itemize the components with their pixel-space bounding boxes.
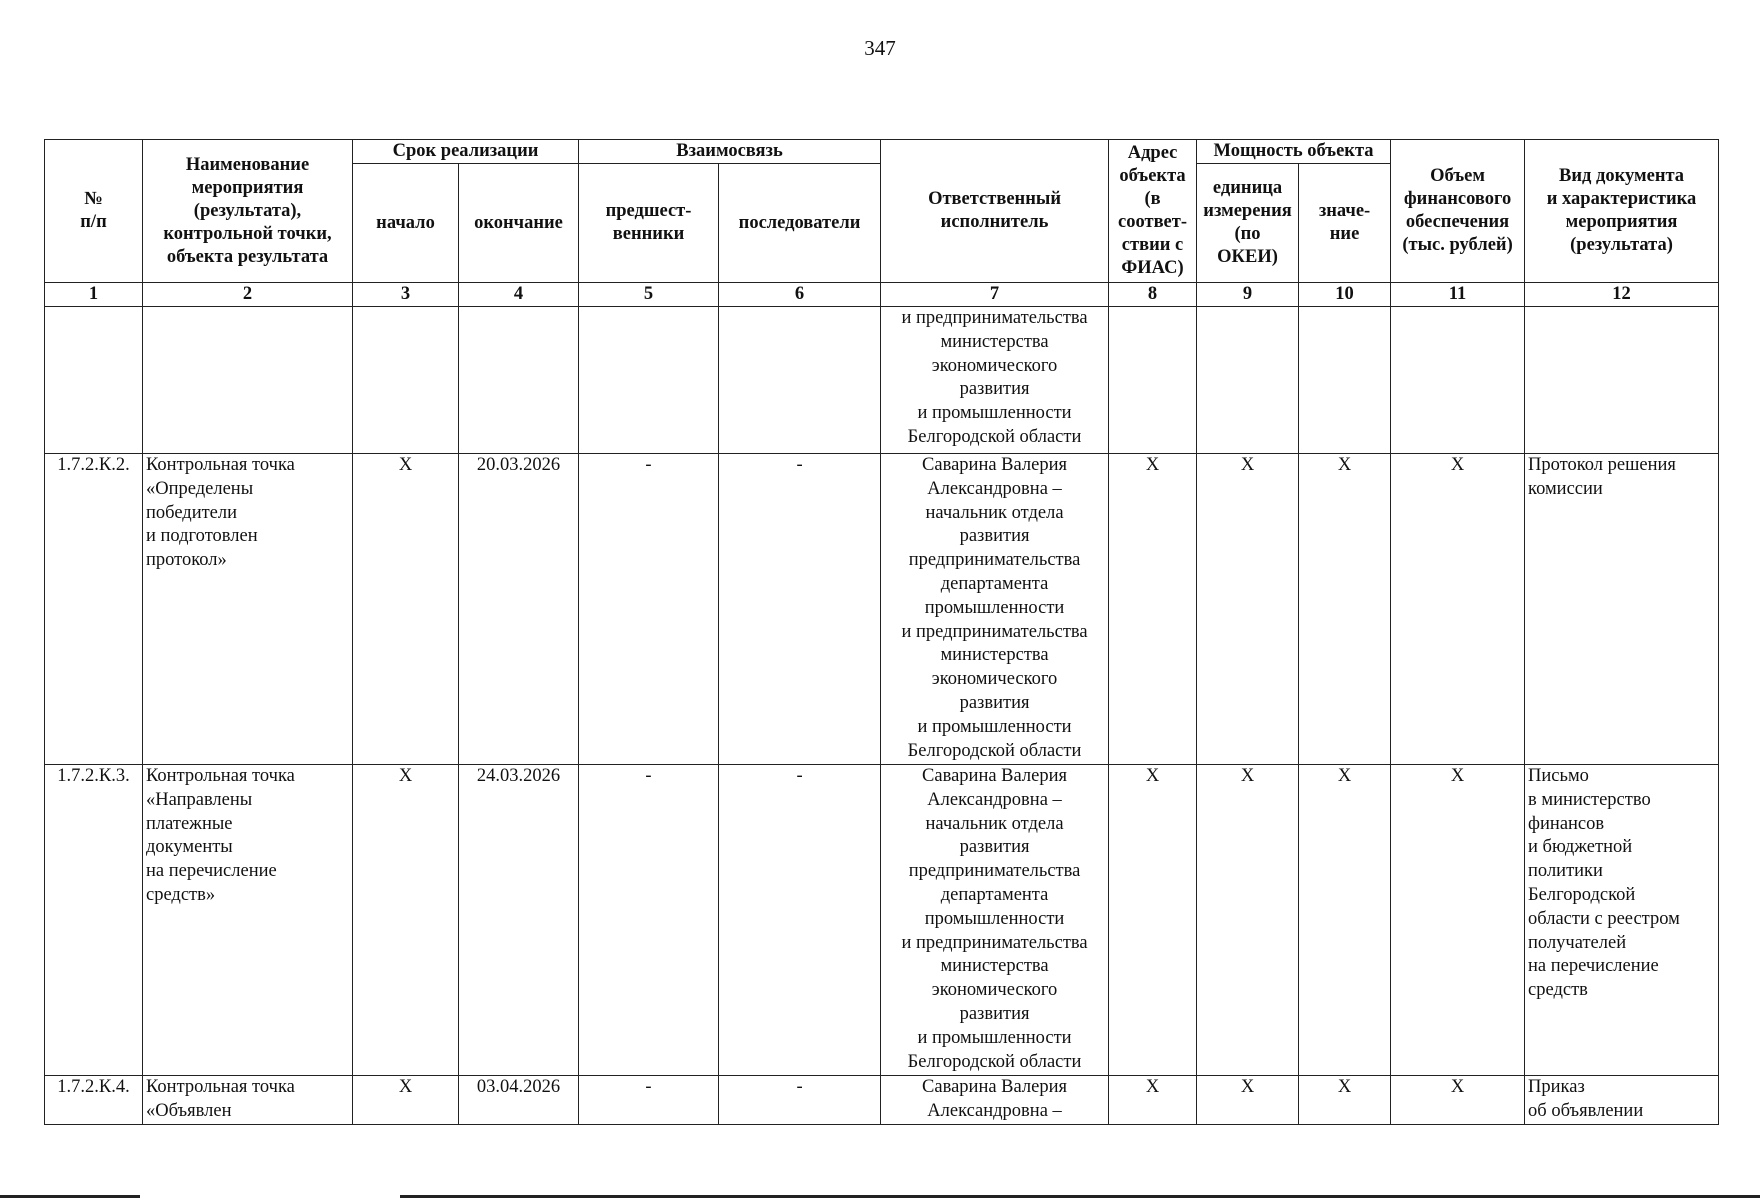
bottom-rule-right [400, 1195, 1760, 1198]
header-successors: последователи [719, 164, 881, 283]
cell-responsible: Саварина Валерия Александровна – начальник отдела развития предпринимательства департамента промышленности и предпринимательства министерства экономического развития и промышленности Белгородской области [881, 765, 1109, 1076]
cell-finance: X [1391, 454, 1525, 765]
cell-predecessors: - [579, 765, 719, 1076]
header-document: Вид документа и характеристика мероприятия (результата) [1525, 140, 1719, 283]
col-number: 9 [1197, 283, 1299, 307]
header-address: Адрес объекта (в соответ- ствии с ФИАС) [1109, 140, 1197, 283]
cell-unit: X [1197, 765, 1299, 1076]
cell-address: X [1109, 1076, 1197, 1125]
cell-successors: - [719, 1076, 881, 1125]
plan-table [44, 139, 1719, 1125]
cell-document: Протокол решения комиссии [1525, 454, 1719, 765]
cell-responsible: Саварина Валерия Александровна – начальник отдела развития предпринимательства департамента промышленности и предпринимательства министерства экономического развития и промышленности Белгородской области [881, 454, 1109, 765]
cell-num: 1.7.2.К.4. [45, 1076, 143, 1125]
cell-empty [1109, 307, 1197, 454]
page-number: 347 [864, 36, 896, 60]
bottom-rule-left [0, 1195, 140, 1198]
header-end: окончание [459, 164, 579, 283]
cell-empty [353, 307, 459, 454]
cell-empty [1197, 307, 1299, 454]
cell-value: X [1299, 1076, 1391, 1125]
cell-name: Контрольная точка «Направлены платежные документы на перечисление средств» [143, 765, 353, 1076]
col-number: 4 [459, 283, 579, 307]
header-responsible: Ответственный исполнитель [881, 140, 1109, 283]
col-number: 12 [1525, 283, 1719, 307]
cell-value: X [1299, 454, 1391, 765]
cell-empty [719, 307, 881, 454]
header-predecessors: предшест- венники [579, 164, 719, 283]
cell-predecessors: - [579, 454, 719, 765]
cell-value: X [1299, 765, 1391, 1076]
cell-empty [45, 307, 143, 454]
col-number: 10 [1299, 283, 1391, 307]
header-power: Мощность объекта [1197, 140, 1391, 164]
cell-empty [459, 307, 579, 454]
cell-num: 1.7.2.К.2. [45, 454, 143, 765]
cell-start: X [353, 1076, 459, 1125]
cell-address: X [1109, 454, 1197, 765]
table-row [45, 765, 1719, 1076]
cell-end: 03.04.2026 [459, 1076, 579, 1125]
cell-start: X [353, 454, 459, 765]
cell-empty [1391, 307, 1525, 454]
cell-responsible: и предпринимательства министерства экономического развития и промышленности Белгородской области [881, 307, 1109, 454]
header-start: начало [353, 164, 459, 283]
col-number: 5 [579, 283, 719, 307]
header-term: Срок реализации [353, 140, 579, 164]
col-number: 8 [1109, 283, 1197, 307]
cell-start: X [353, 765, 459, 1076]
col-number: 3 [353, 283, 459, 307]
cell-end: 24.03.2026 [459, 765, 579, 1076]
col-number: 1 [45, 283, 143, 307]
cell-empty [1299, 307, 1391, 454]
cell-name: Контрольная точка «Определены победители и подготовлен протокол» [143, 454, 353, 765]
header-num: № п/п [45, 140, 143, 283]
col-number: 2 [143, 283, 353, 307]
cell-empty [1525, 307, 1719, 454]
cell-successors: - [719, 765, 881, 1076]
header-link: Взаимосвязь [579, 140, 881, 164]
header-value: значе- ние [1299, 164, 1391, 283]
cell-document: Приказ об объявлении [1525, 1076, 1719, 1125]
col-number: 6 [719, 283, 881, 307]
table-row [45, 454, 1719, 765]
header-name: Наименование мероприятия (результата), контрольной точки, объекта результата [143, 140, 353, 283]
col-number: 7 [881, 283, 1109, 307]
cell-document: Письмо в министерство финансов и бюджетной политики Белгородской области с реестром получателей на перечисление средств [1525, 765, 1719, 1076]
header-unit: единица измерения (по ОКЕИ) [1197, 164, 1299, 283]
table-row-continuation [45, 307, 1719, 454]
cell-unit: X [1197, 454, 1299, 765]
cell-end: 20.03.2026 [459, 454, 579, 765]
cell-unit: X [1197, 1076, 1299, 1125]
cell-address: X [1109, 765, 1197, 1076]
col-number: 11 [1391, 283, 1525, 307]
header-finance: Объем финансового обеспечения (тыс. рублей) [1391, 140, 1525, 283]
cell-finance: X [1391, 765, 1525, 1076]
cell-name: Контрольная точка «Объявлен [143, 1076, 353, 1125]
cell-num: 1.7.2.К.3. [45, 765, 143, 1076]
table-row [45, 1076, 1719, 1125]
cell-empty [579, 307, 719, 454]
cell-successors: - [719, 454, 881, 765]
cell-responsible: Саварина Валерия Александровна – [881, 1076, 1109, 1125]
cell-predecessors: - [579, 1076, 719, 1125]
cell-finance: X [1391, 1076, 1525, 1125]
cell-empty [143, 307, 353, 454]
